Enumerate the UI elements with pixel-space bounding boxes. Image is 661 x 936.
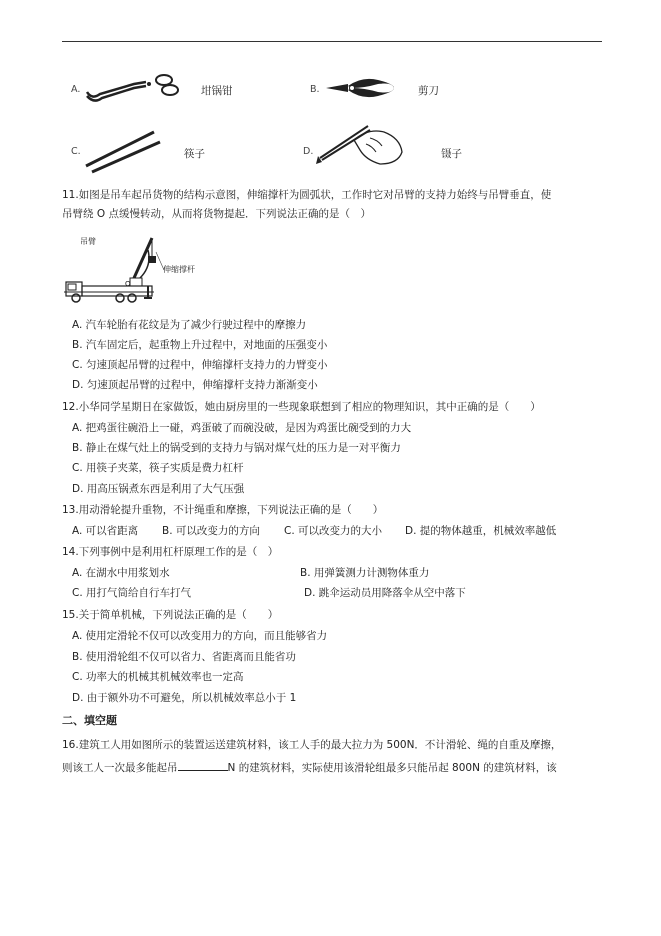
- option-caption: 坩锅钳: [201, 85, 233, 97]
- q14-stem: 14.下列事例中是利用杠杆原理工作的是（ ）: [62, 546, 279, 558]
- q11-option-b: B. 汽车固定后，起重物上升过程中，对地面的压强变小: [72, 339, 328, 351]
- q15-option-d: D. 由于额外功不可避免，所以机械效率总小于 1: [72, 692, 297, 704]
- q12-option-a: A. 把鸡蛋往碗沿上一碰，鸡蛋破了而碗没破，是因为鸡蛋比碗受到的力大: [72, 422, 412, 434]
- option-caption: 镊子: [441, 148, 462, 160]
- q14-option-a: A. 在湖水中用浆划水: [72, 567, 170, 579]
- crucible-tongs-icon: [84, 72, 184, 108]
- header-rule: [62, 41, 602, 42]
- q12-option-d: D. 用高压锅煮东西是利用了大气压强: [72, 483, 245, 495]
- q12-stem: 12.小华同学星期日在家做饭，她由厨房里的一些现象联想到了相应的物理知识，其中正确的是（ ）: [62, 401, 541, 413]
- q13-stem: 13.用动滑轮提升重物，不计绳重和摩擦，下列说法正确的是（ ）: [62, 504, 384, 516]
- q15-option-b: B. 使用滑轮组不仅可以省力、省距离而且能省功: [72, 651, 296, 663]
- q11-option-a: A. 汽车轮胎有花纹是为了减少行驶过程中的摩擦力: [72, 319, 307, 331]
- q14-option-b: B. 用弹簧测力计测物体重力: [300, 567, 430, 579]
- q14-option-d: D. 跳伞运动员用降落伞从空中落下: [304, 587, 466, 599]
- answer-blank[interactable]: [178, 760, 228, 771]
- q15-option-a: A. 使用定滑轮不仅可以改变用力的方向，而且能够省力: [72, 630, 328, 642]
- q11-option-d: D. 匀速顶起吊臂的过程中，伸缩撑杆支持力渐渐变小: [72, 379, 318, 391]
- option-letter: A.: [71, 84, 81, 95]
- q16-line2-b: N 的建筑材料，实际使用该滑轮组最多只能吊起 800N 的建筑材料，该: [227, 762, 557, 774]
- option-caption: 剪刀: [418, 85, 439, 97]
- option-letter: D.: [303, 146, 314, 157]
- scissors-icon: [322, 74, 402, 104]
- q13-option-b: B. 可以改变力的方向: [162, 525, 260, 537]
- figure-label-o: O: [125, 280, 131, 288]
- q16-line2: [62, 760, 557, 775]
- q12-option-c: C. 用筷子夹菜，筷子实质是费力杠杆: [72, 462, 244, 474]
- q13-option-d: D. 提的物体越重，机械效率越低: [405, 525, 557, 537]
- q11-stem-line2: 吊臂绕 O 点缓慢转动，从而将货物提起．下列说法正确的是（ ）: [62, 208, 371, 220]
- q15-stem: 15.关于简单机械，下列说法正确的是（ ）: [62, 609, 279, 621]
- chopsticks-icon: [84, 128, 164, 176]
- q16-line1: 16.建筑工人用如图所示的装置运送建筑材料，该工人手的最大拉力为 500N．不计滑轮、绳的自重及摩擦，: [62, 739, 562, 751]
- q12-option-b: B. 静止在煤气灶上的锅受到的支持力与锅对煤气灶的压力是一对平衡力: [72, 442, 401, 454]
- option-letter: C.: [71, 146, 81, 157]
- section-title: 二、填空题: [62, 714, 117, 727]
- q14-option-c: C. 用打气筒给自行车打气: [72, 587, 192, 599]
- figure-label-arm: 吊臂: [80, 237, 96, 246]
- q15-option-c: C. 功率大的机械其机械效率也一定高: [72, 671, 244, 683]
- q13-option-c: C. 可以改变力的大小: [284, 525, 383, 537]
- option-caption: 筷子: [184, 148, 205, 160]
- option-letter: B.: [310, 84, 320, 95]
- figure-label-rod: 伸缩撑杆: [163, 265, 195, 274]
- q16-line2-a: 则该工人一次最多能起吊: [62, 762, 178, 774]
- q13-option-a: A. 可以省距离: [72, 525, 139, 537]
- q11-option-c: C. 匀速顶起吊臂的过程中，伸缩撑杆支持力的力臂变小: [72, 359, 328, 371]
- tweezers-hand-icon: [314, 120, 410, 170]
- q11-stem-line1: 11.如图是吊车起吊货物的结构示意图，伸缩撑杆为圆弧状，工作时它对吊臂的支持力始终与吊臂垂直，使: [62, 189, 552, 201]
